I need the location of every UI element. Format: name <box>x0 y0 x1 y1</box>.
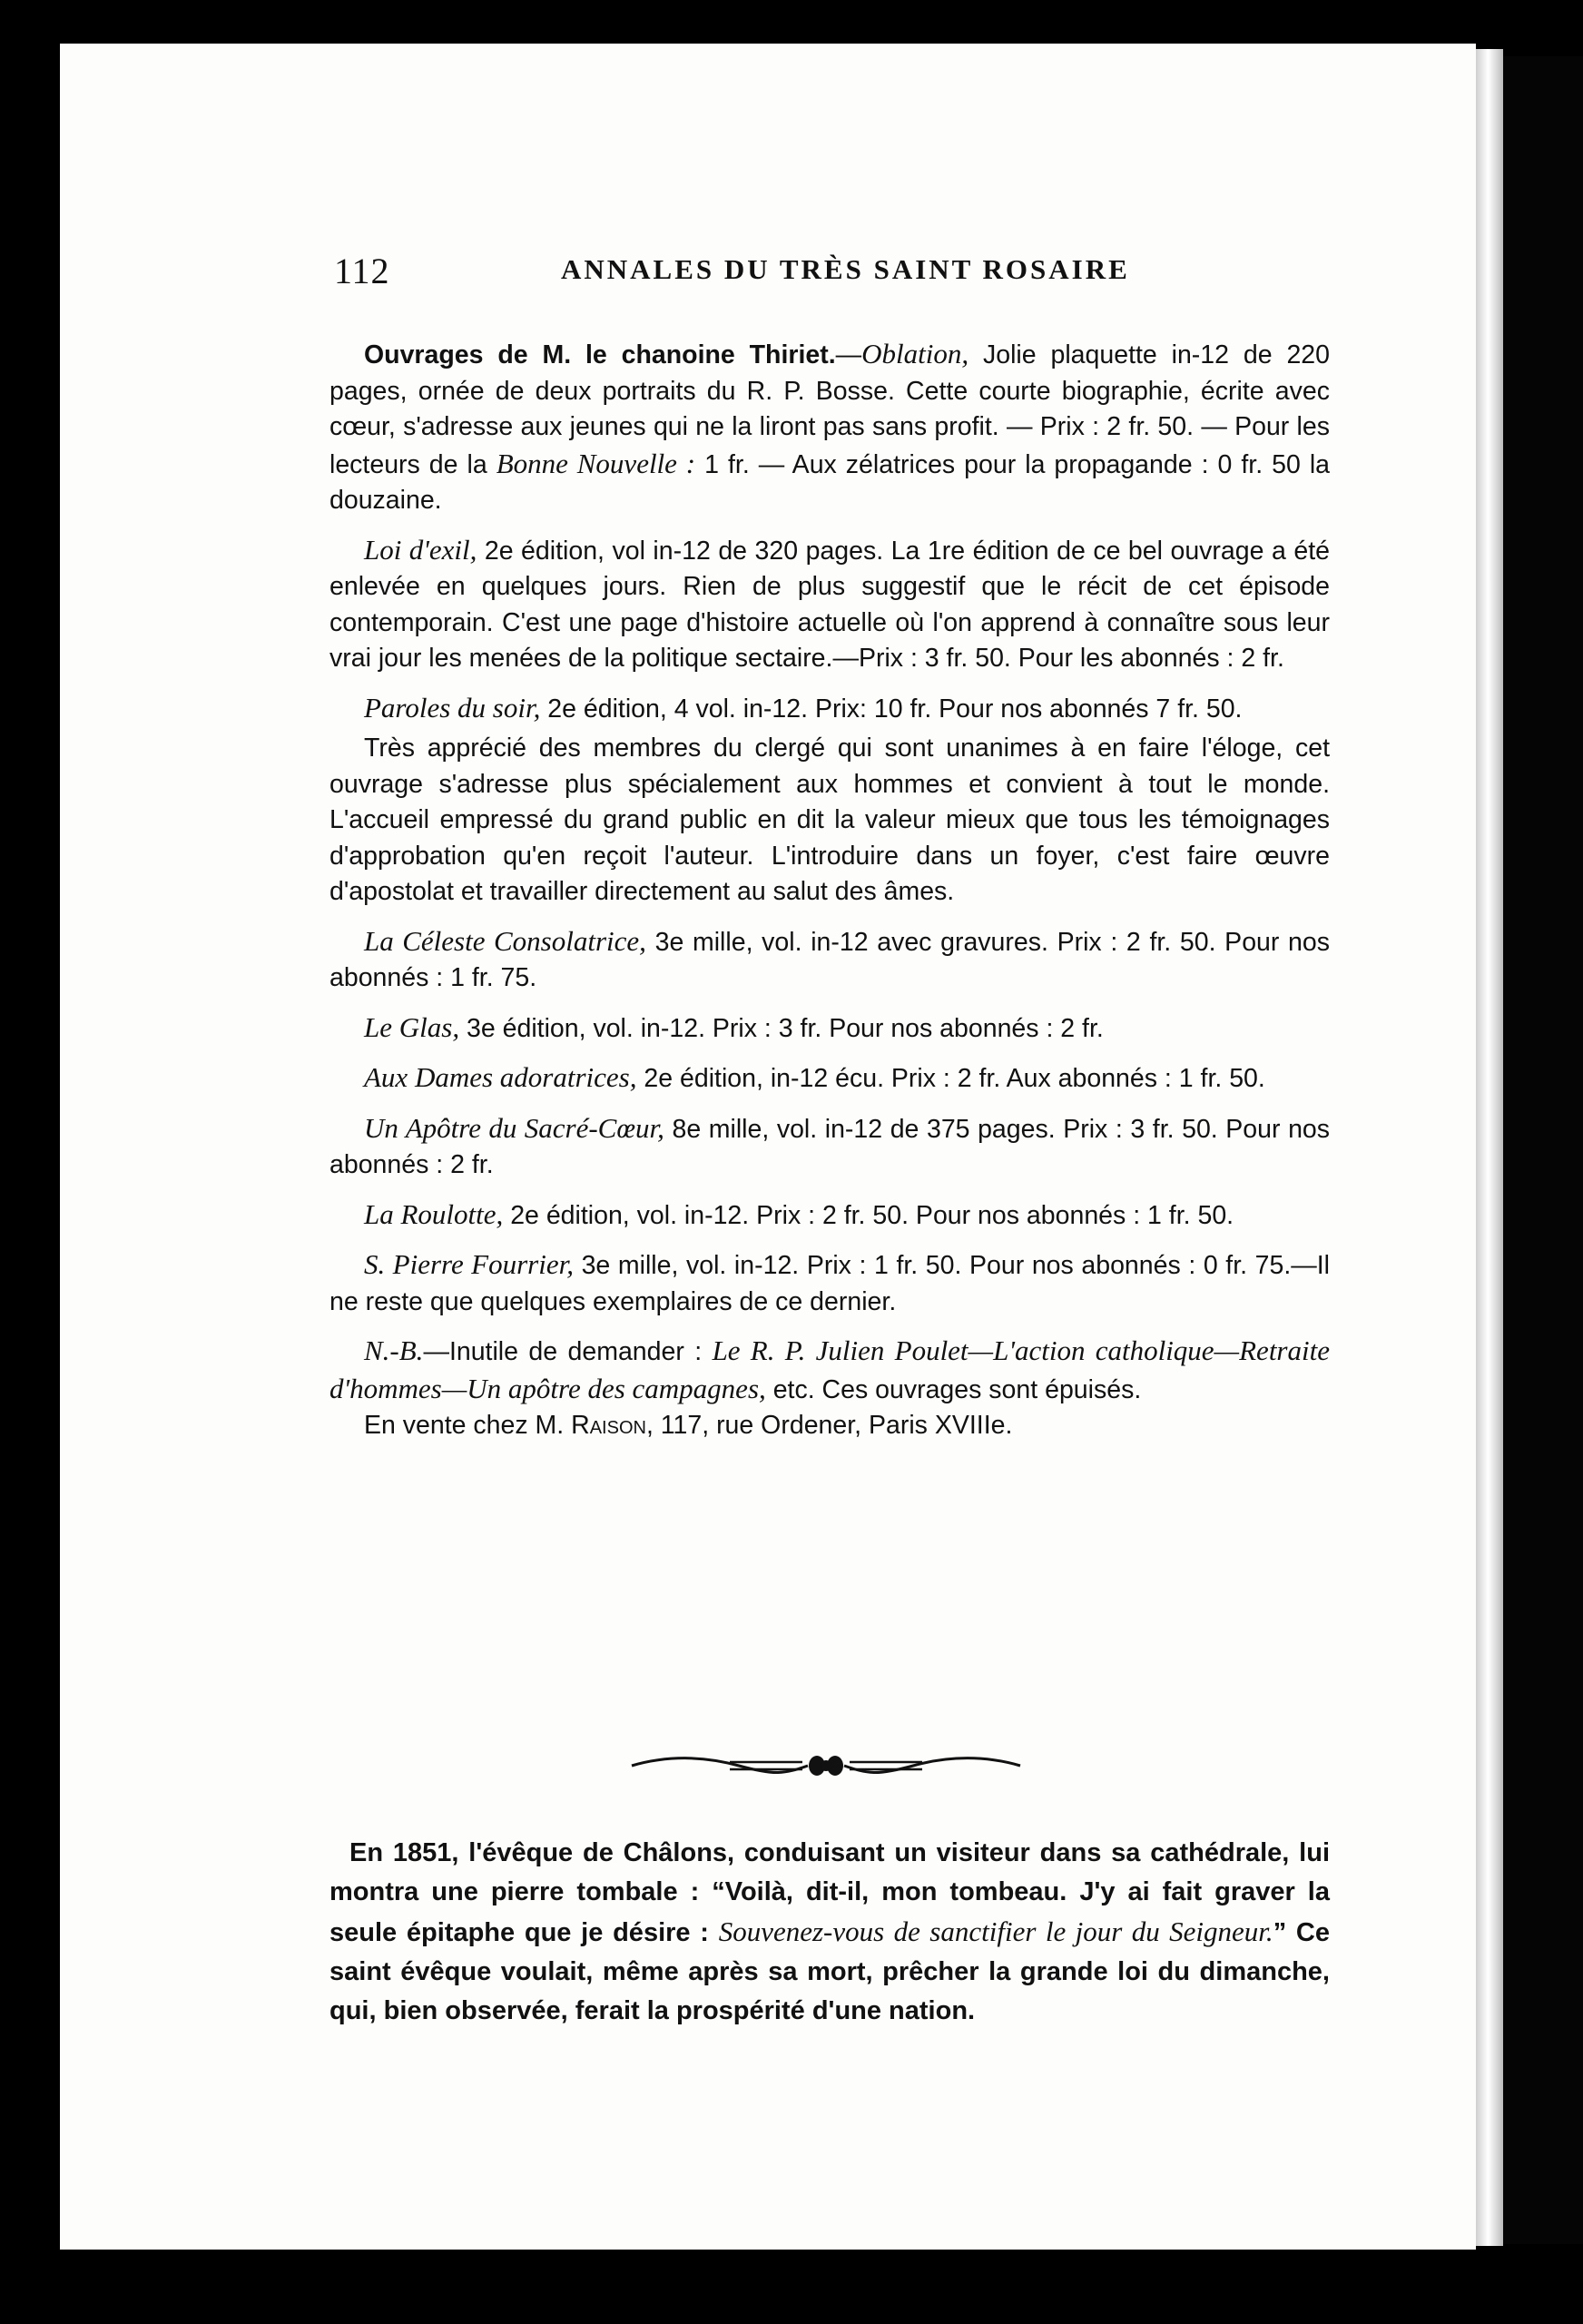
entry-loi-d-exil <box>329 532 1330 677</box>
entry-text: 117, rue Ordener, Paris XVIIIe. <box>660 1411 1013 1440</box>
book-title: Un Apôtre du Sacré-Cœur, <box>364 1111 664 1144</box>
anecdote-paragraph <box>329 1834 1330 2031</box>
entry-text: En vente chez M. <box>364 1411 565 1440</box>
anecdote-text: ” Ce saint évêque voulait, même après sa mort, prêcher la grande loi du dimanche, qui, bien observée, ferait la prospérité d'une nation. <box>329 1918 1330 2025</box>
entry-oblation: Ouvrages de M. le chanoine Thiriet.—Oblation, Jolie plaquette in-12 de 220 pages, ornée de deux portraits du R. P. Bosse. Cette courte biographie, écrite avec cœur, s'adresse aux jeunes qui ne la liront pas sans profit. — Prix : 2 fr. 50. — Pour les lecteurs de la Bonne Nouvelle : 1 fr. — Aux zélatrices pour la propagande : 0 fr. 50 la douzaine. <box>329 338 1331 515</box>
book-title: Paroles du soir, <box>364 691 541 724</box>
publisher-name: Raison, <box>571 1411 654 1440</box>
page-edge <box>1476 49 1503 2246</box>
book-title: Le R. P. Julien Poulet—L'action catholique—Retraite d'hommes—Un apôtre des campagnes, <box>329 1334 1330 1404</box>
entry-le-glas <box>329 1009 1330 1048</box>
entry-pierre-fourrier <box>329 1246 1330 1320</box>
entry-text: —Inutile de demander : <box>423 1337 703 1366</box>
entry-text: 2e édition, in-12 écu. Prix : 2 fr. Aux abonnés : 1 fr. 50. <box>644 1064 1265 1093</box>
entry-text: 2e édition, 4 vol. in-12. Prix: 10 fr. Pour nos abonnés 7 fr. 50. <box>547 694 1243 724</box>
book-list <box>329 336 1330 1457</box>
entry-heading: Ouvrages de M. le chanoine Thiriet. <box>364 340 836 369</box>
entry-celeste-consolatrice <box>329 923 1330 997</box>
entry-paroles-du-soir <box>329 690 1330 728</box>
book-title: La Céleste Consolatrice, <box>364 924 646 957</box>
entry-la-roulotte <box>329 1196 1330 1235</box>
entry-nota-bene <box>329 1333 1330 1408</box>
page-number: 112 <box>334 251 390 291</box>
page-header <box>334 250 1169 293</box>
entry-en-vente <box>329 1408 1330 1444</box>
entry-text: 3e mille, vol. in-12 avec gravures. Prix : 2 fr. 50. Pour nos abonnés : 1 fr. 75. <box>329 927 1331 992</box>
epitaph-quote: Souvenez-vous de sanctifier le jour du Seigneur. <box>718 1915 1273 1947</box>
book-title: S. Pierre Fourrier, <box>364 1248 574 1280</box>
book-title: Bonne Nouvelle : <box>496 447 696 479</box>
entry-text: 2e édition, vol. in-12. Prix : 2 fr. 50. Pour nos abonnés : 1 fr. 50. <box>510 1200 1234 1230</box>
entry-apotre-sacre-coeur <box>329 1110 1330 1184</box>
entry-text: 2e édition, vol in-12 de 320 pages. La 1re édition de ce bel ouvrage a été enlevée en quelques jours. Rien de plus suggestif que le récit de cet épisode contemporain. C'est une page d'histoire actuelle où l'on apprend à connaître sous leur vrai jour les menées de la politique sectaire.—Prix : 3 fr. 50. Pour les abonnés : 2 fr. <box>329 536 1330 673</box>
entry-text: Jolie plaquette in-12 de 220 pages, ornée de deux portraits du R. P. Bosse. Cette courte biographie, écrite avec cœur, s'adresse aux jeunes qui ne la liront pas sans profit. — Prix : 2 fr. 50. — Pour les lecteurs de la <box>329 340 1330 479</box>
entry-dames-adoratrices <box>329 1059 1330 1098</box>
scan-border <box>1503 56 1583 2244</box>
entry-text: etc. Ces ouvrages sont épuisés. <box>772 1374 1142 1404</box>
entry-text: Très apprécié des membres du clergé qui sont unanimes à en faire l'éloge, cet ouvrage s'adresse plus spécialement aux hommes et convient à tout le monde. L'accueil empressé du grand public en dit la valeur mieux que tous les témoignages d'approbation qu'en reçoit l'auteur. L'introduire dans un foyer, c'est faire œuvre d'apostolat et travailler directement au salut des âmes. <box>329 734 1330 906</box>
running-head: ANNALES DU TRÈS SAINT ROSAIRE <box>561 253 1130 285</box>
entry-text: 3e mille, vol. in-12. Prix : 1 fr. 50. Pour nos abonnés : 0 fr. 75.—Il ne reste que quelques exemplaires de ce dernier. <box>329 1251 1331 1316</box>
book-title: Le Glas, <box>364 1010 460 1043</box>
entry-text: 8e mille, vol. in-12 de 375 pages. Prix : 3 fr. 50. Pour nos abonnés : 2 fr. <box>329 1114 1331 1179</box>
entry-text: 3e édition, vol. in-12. Prix : 3 fr. Pour nos abonnés : 2 fr. <box>467 1013 1104 1043</box>
book-title: N.-B. <box>364 1334 424 1366</box>
book-title: La Roulotte, <box>364 1197 504 1230</box>
book-title: Aux Dames adoratrices, <box>364 1061 637 1093</box>
book-title: Oblation, <box>861 338 969 369</box>
closing-anecdote <box>329 1834 1330 2031</box>
ornamental-divider <box>630 1750 1022 1781</box>
anecdote-text: En 1851, l'évêque de Châlons, conduisant un visiteur dans sa cathédrale, lui montra une pierre tombale : “Voilà, dit-il, mon tombeau. J'y ai fait graver la seule épitaphe que je désire : <box>329 1838 1330 1947</box>
book-title: Loi d'exil, <box>364 533 477 566</box>
entry-text: 1 fr. — Aux zélatrices pour la propagande : 0 fr. 50 la douzaine. <box>329 449 1331 515</box>
entry-description <box>329 731 1330 911</box>
